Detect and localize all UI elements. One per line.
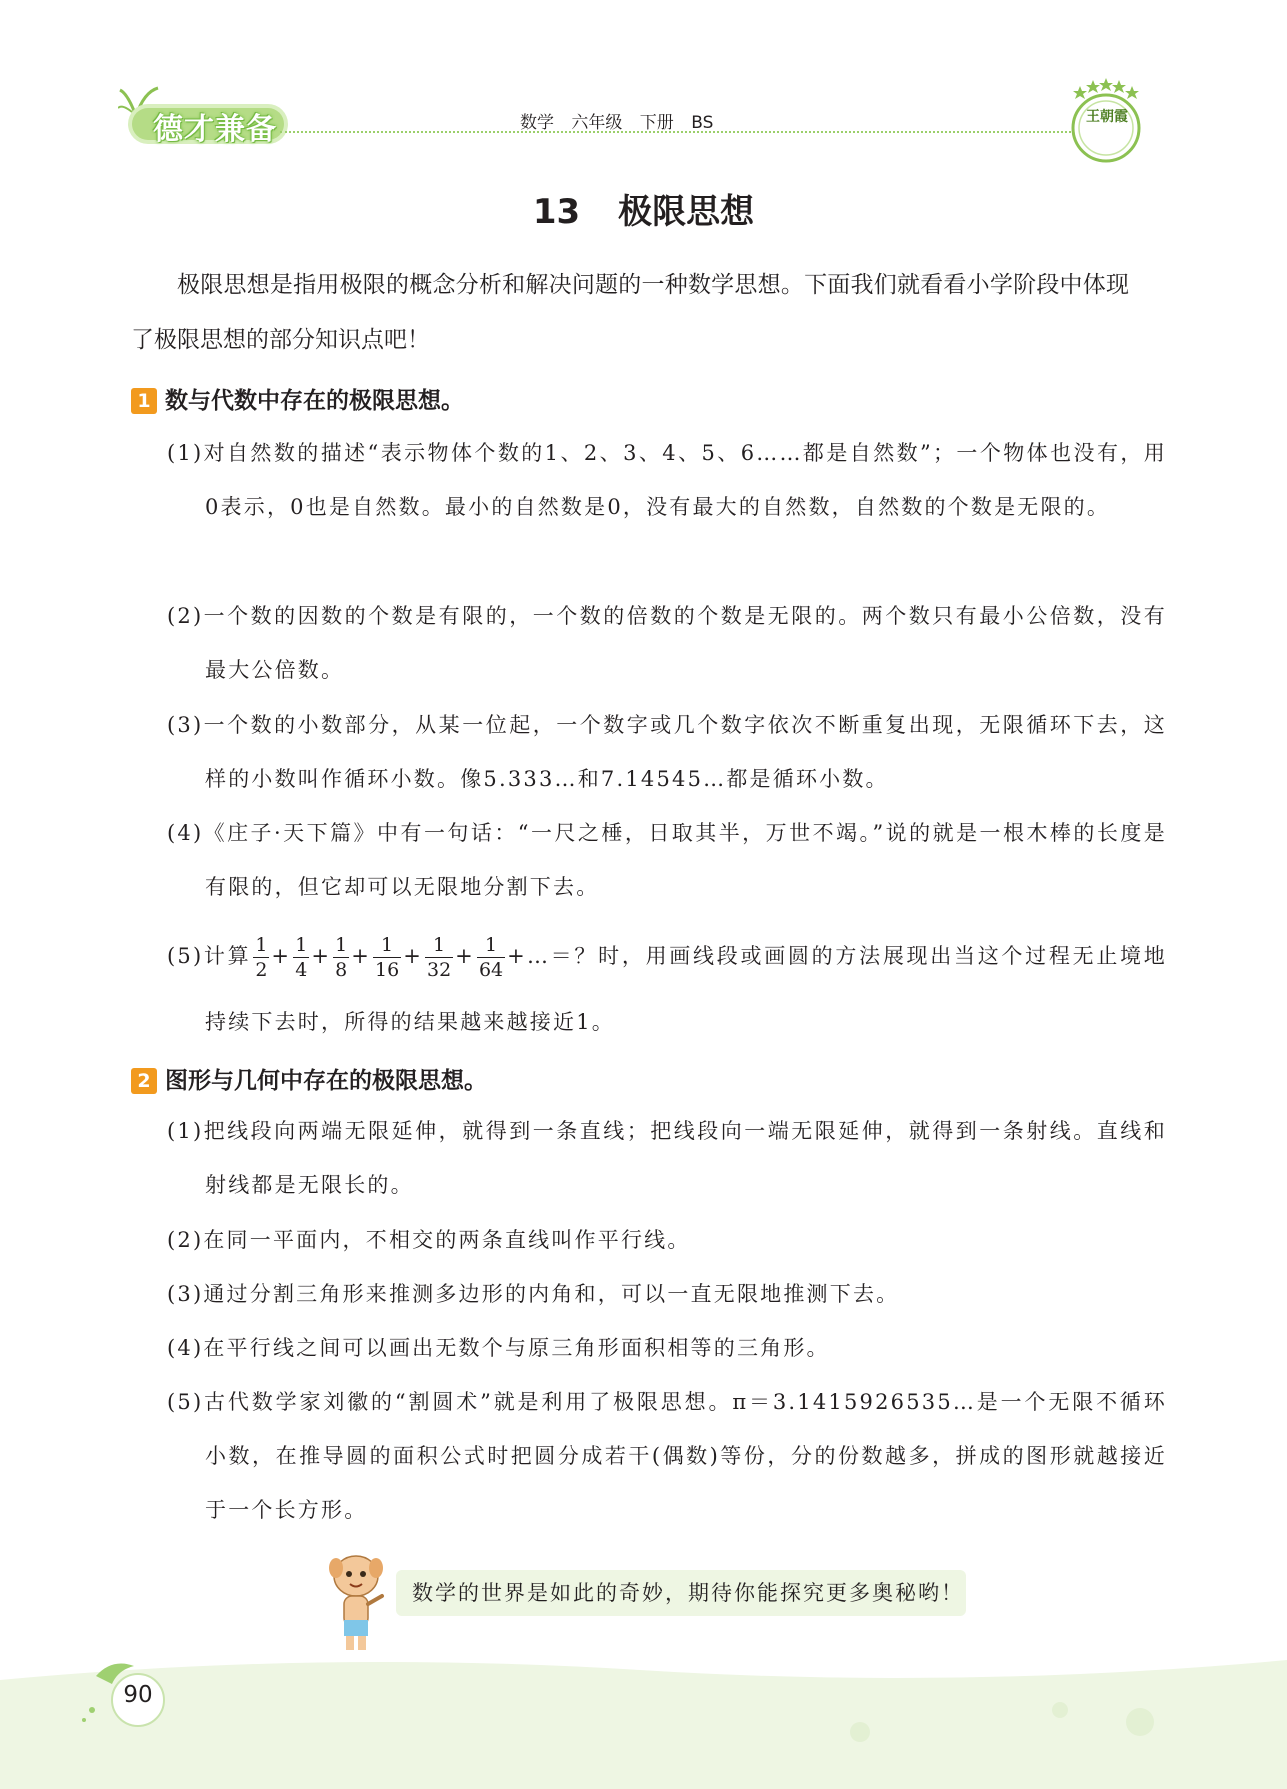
- section-1-item-3: (3)一个数的小数部分，从某一位起，一个数字或几个数字依次不断重复出现，无限循环下去，这样的小数叫作循环小数。像5.333…和7.14545…都是循环小数。: [167, 713, 1167, 791]
- fraction: $\frac{1}{32}$: [426, 934, 452, 981]
- section-1-heading: [131, 382, 464, 415]
- plus-sign: +: [311, 944, 332, 968]
- section-1-item-2: (2)一个数的因数的个数是有限的，一个数的倍数的个数是无限的。两个数只有最小公倍数，没有最大公倍数。: [167, 604, 1167, 682]
- plus-sign: +: [403, 944, 423, 968]
- section-1-item-5: [167, 923, 1167, 1055]
- intro-paragraph: 极限思想是指用极限的概念分析和解决问题的一种数学思想。下面我们就看看小学阶段中体现了极限思想的部分知识点吧！: [131, 272, 1129, 353]
- fraction: $\frac{1}{8}$: [335, 934, 348, 981]
- plus-sign: +: [351, 944, 371, 968]
- logo-text: 德才兼备: [153, 112, 277, 147]
- header-subject: 数学 六年级 下册 BS: [520, 113, 714, 133]
- section-1-item-1: (1)对自然数的描述“表示物体个数的1、2、3、4、5、6……都是自然数”；一个物体也没有，用0表示，0也是自然数。最小的自然数是0，没有最大的自然数，自然数的个数是无限的。: [167, 441, 1167, 519]
- section-2-item-1: (1)把线段向两端无限延伸，就得到一条直线；把线段向一端无限延伸，就得到一条射线。直线和射线都是无限长的。: [167, 1119, 1167, 1197]
- fraction: $\frac{1}{64}$: [478, 934, 504, 981]
- page-title: [0, 184, 1287, 233]
- section-2-item-4: (4)在平行线之间可以画出无数个与原三角形面积相等的三角形。: [167, 1336, 830, 1360]
- page-number: 90: [123, 1682, 153, 1708]
- section-2-item-2: (2)在同一平面内，不相交的两条直线叫作平行线。: [167, 1228, 691, 1252]
- section-1-title: 数与代数中存在的极限思想。: [165, 388, 464, 414]
- section-2-title: 图形与几何中存在的极限思想。: [165, 1068, 487, 1094]
- plus-sign: +: [271, 944, 292, 968]
- title-number: 13: [532, 192, 581, 232]
- tip-text: 数学的世界是如此的奇妙，期待你能探究更多奥秘哟！: [412, 1581, 964, 1605]
- section-1-item-4: (4)《庄子·天下篇》中有一句话：“一尺之棰，日取其半，万世不竭。”说的就是一根木棒的长度是有限的，但它却可以无限地分割下去。: [167, 821, 1167, 899]
- section-2-heading: [131, 1062, 487, 1095]
- section-2-item-3: (3)通过分割三角形来推测多边形的内角和，可以一直无限地推测下去。: [167, 1282, 900, 1306]
- item-5-prefix: (5)计算: [167, 944, 252, 968]
- plus-sign: +: [455, 944, 475, 968]
- section-1-badge: 1: [131, 388, 157, 414]
- mascot-icon: [322, 1550, 392, 1654]
- section-2-item-5: (5)古代数学家刘徽的“割圆术”就是利用了极限思想。π＝3.1415926535…是一个无限不循环小数，在推导圆的面积公式时把圆分成若干(偶数)等份，分的份数越多，拼成的图形就越接近于一个长方形。: [167, 1390, 1167, 1522]
- title-text: 极限思想: [618, 192, 755, 232]
- footer-wave: [0, 1640, 1287, 1789]
- section-2-badge: 2: [131, 1068, 157, 1094]
- tip-bubble: [396, 1570, 966, 1616]
- item-5-suffix: 时，用画线段或画圆的方法展现出当这个过程无止境地持续下去时，所得的结果越来越接近1。: [205, 944, 1167, 1034]
- page-header: [0, 0, 1287, 150]
- seal-text: 王朝霞: [1086, 109, 1128, 125]
- fraction: $\frac{1}{16}$: [375, 934, 400, 981]
- fraction: $\frac{1}{4}$: [295, 934, 308, 981]
- fraction: $\frac{1}{2}$: [255, 934, 268, 981]
- series-tail: +…＝？: [507, 944, 599, 968]
